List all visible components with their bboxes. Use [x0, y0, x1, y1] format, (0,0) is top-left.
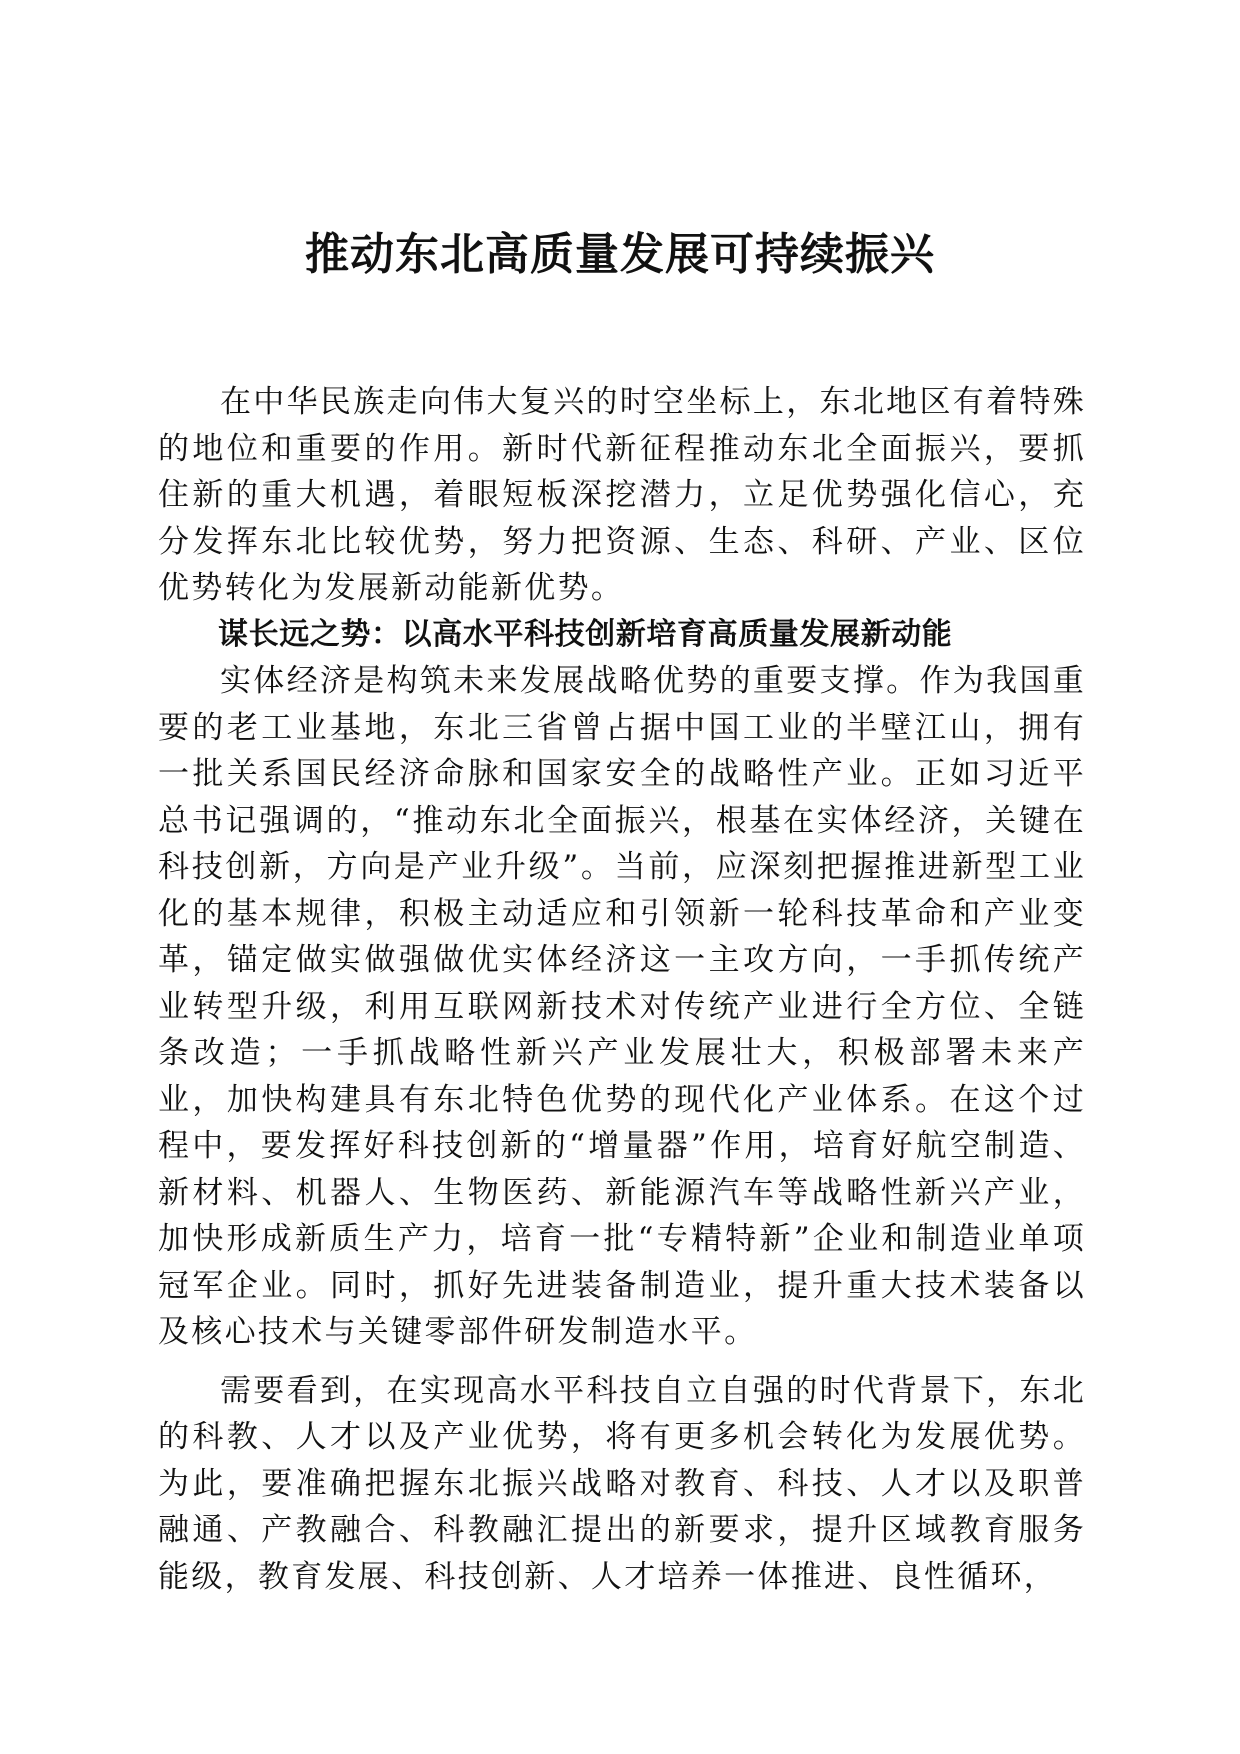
section-heading: 谋长远之势：以高水平科技创新培育高质量发展新动能 — [218, 616, 953, 652]
paragraph-real-economy: 实体经济是构筑未来发展战略优势的重要支撑。作为我国重要的老工业基地，东北三省曾占据中国工业的半壁江山，拥有一批关系国民经济命脉和国家安全的战略性产业。正如习近平总书记强调的，“推动东北全面振兴，根基在实体经济，关键在科技创新，方向是产业升级”。当前，应深刻把握推进新型工业化的基本规律，积极主动适应和引领新一轮科技革命和产业变革，锚定做实做强做优实体经济这一主攻方向，一手抓传统产业转型升级，利用互联网新技术对传统产业进行全方位、全链条改造；一手抓战略性新兴产业发展壮大，积极部署未来产业，加快构建具有东北特色优势的现代化产业体系。在这个过程中，要发挥好科技创新的“增量器”作用，培育好航空制造、新材料、机器人、生物医药、新能源汽车等战略性新兴产业，加快形成新质生产力，培育一批“专精特新”企业和制造业单项冠军企业。同时，抓好先进装备制造业，提升重大技术装备以及核心技术与关键零部件研发制造水平。 — [158, 663, 1086, 1350]
paragraph-science-education: 需要看到，在实现高水平科技自立自强的时代背景下，东北的科教、人才以及产业优势，将有更多机会转化为发展优势。为此，要准确把握东北振兴战略对教育、科技、人才以及职普融通、产教融合、科教融汇提出的新要求，提升区域教育服务能级，教育发展、科技创新、人才培养一体推进、良性循环， — [158, 1372, 1086, 1595]
paragraph-intro: 在中华民族走向伟大复兴的时空坐标上，东北地区有着特殊的地位和重要的作用。新时代新征程推动东北全面振兴，要抓住新的重大机遇，着眼短板深挖潜力，立足优势强化信心，充分发挥东北比较优势，努力把资源、生态、科研、产业、区位优势转化为发展新动能新优势。 — [158, 384, 1086, 606]
document-title: 推动东北高质量发展可持续振兴 — [305, 229, 935, 280]
document-body — [158, 379, 1086, 1600]
